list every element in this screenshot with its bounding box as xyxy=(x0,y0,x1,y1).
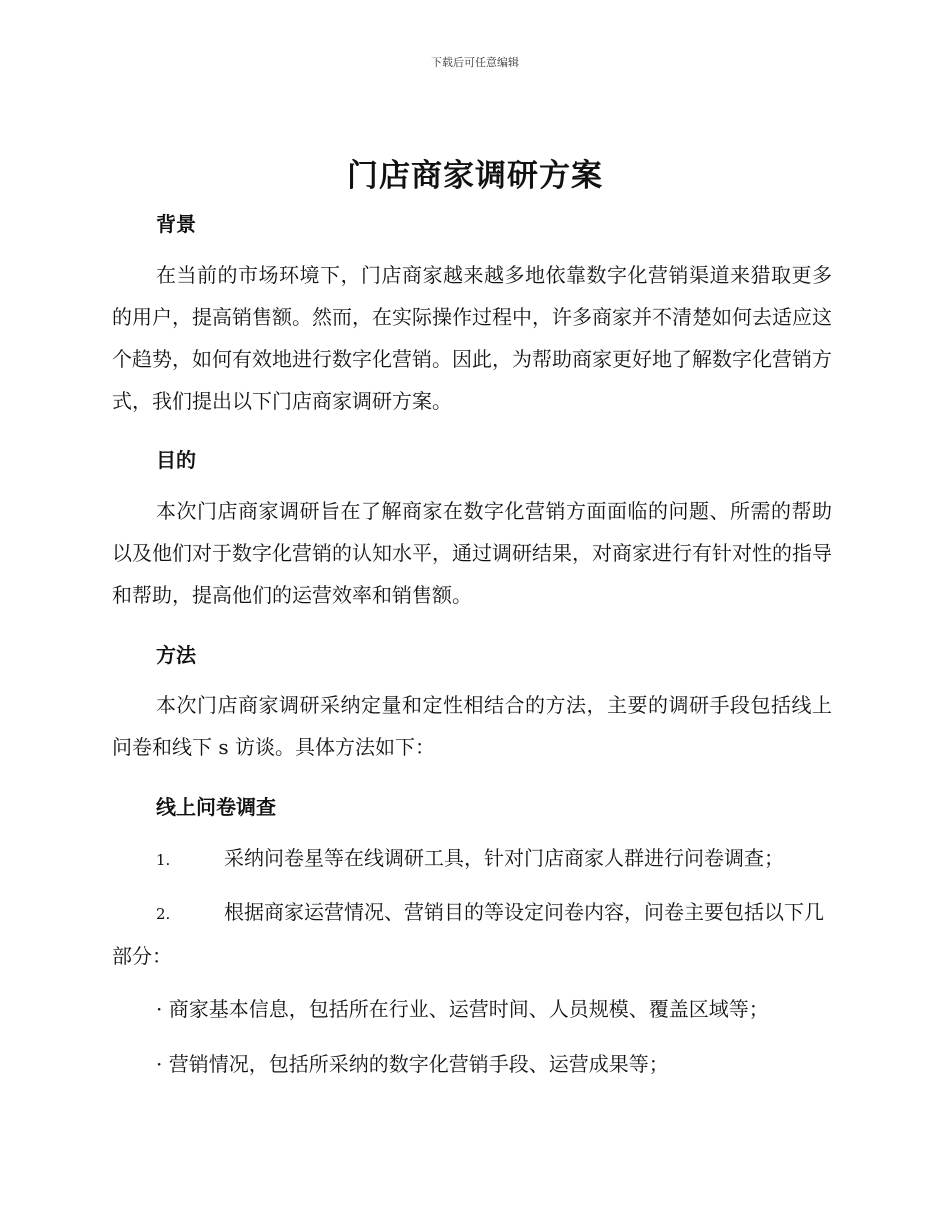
paragraph-purpose: 本次门店商家调研旨在了解商家在数字化营销方面面临的问题、所需的帮助以及他们对于数字化营销的认知水平，通过调研结果，对商家进行有针对性的指导和帮助，提高他们的运营效率和销售额。 xyxy=(112,499,832,607)
item-text: 根据商家运营情况、营销目的等设定问卷内容，问卷主要包括以下几部分： xyxy=(112,900,824,968)
section-heading-purpose: 目的 xyxy=(156,448,196,472)
section-heading-background: 背景 xyxy=(156,212,196,236)
bullet-item: · 商家基本信息，包括所在行业、运营时间、人员规模、覆盖区域等； xyxy=(156,997,769,1021)
paragraph-background: 在当前的市场环境下，门店商家越来越多地依靠数字化营销渠道来猎取更多的用户，提高销售额。然而，在实际操作过程中，许多商家并不清楚如何去适应这个趋势，如何有效地进行数字化营销。因此，为帮助商家更好地了解数字化营销方式，我们提出以下门店商家调研方案。 xyxy=(112,263,832,413)
numbered-item xyxy=(112,837,832,881)
item-number: 1. xyxy=(156,851,171,869)
section-heading-method: 方法 xyxy=(156,643,196,667)
header-note: 下载后可任意编辑 xyxy=(431,56,519,69)
paragraph-method: 本次门店商家调研采纳定量和定性相结合的方法，主要的调研手段包括线上问卷和线下 s 访谈。具体方法如下： xyxy=(112,693,832,759)
bullet-item: · 营销情况，包括所采纳的数字化营销手段、运营成果等； xyxy=(156,1052,669,1076)
item-text: 采纳问卷星等在线调研工具，针对门店商家人群进行问卷调查； xyxy=(224,846,784,870)
item-number: 2. xyxy=(156,905,171,923)
document-title: 门店商家调研方案 xyxy=(347,158,603,194)
section-heading-online-survey: 线上问卷调查 xyxy=(156,795,276,819)
numbered-item xyxy=(112,891,832,977)
